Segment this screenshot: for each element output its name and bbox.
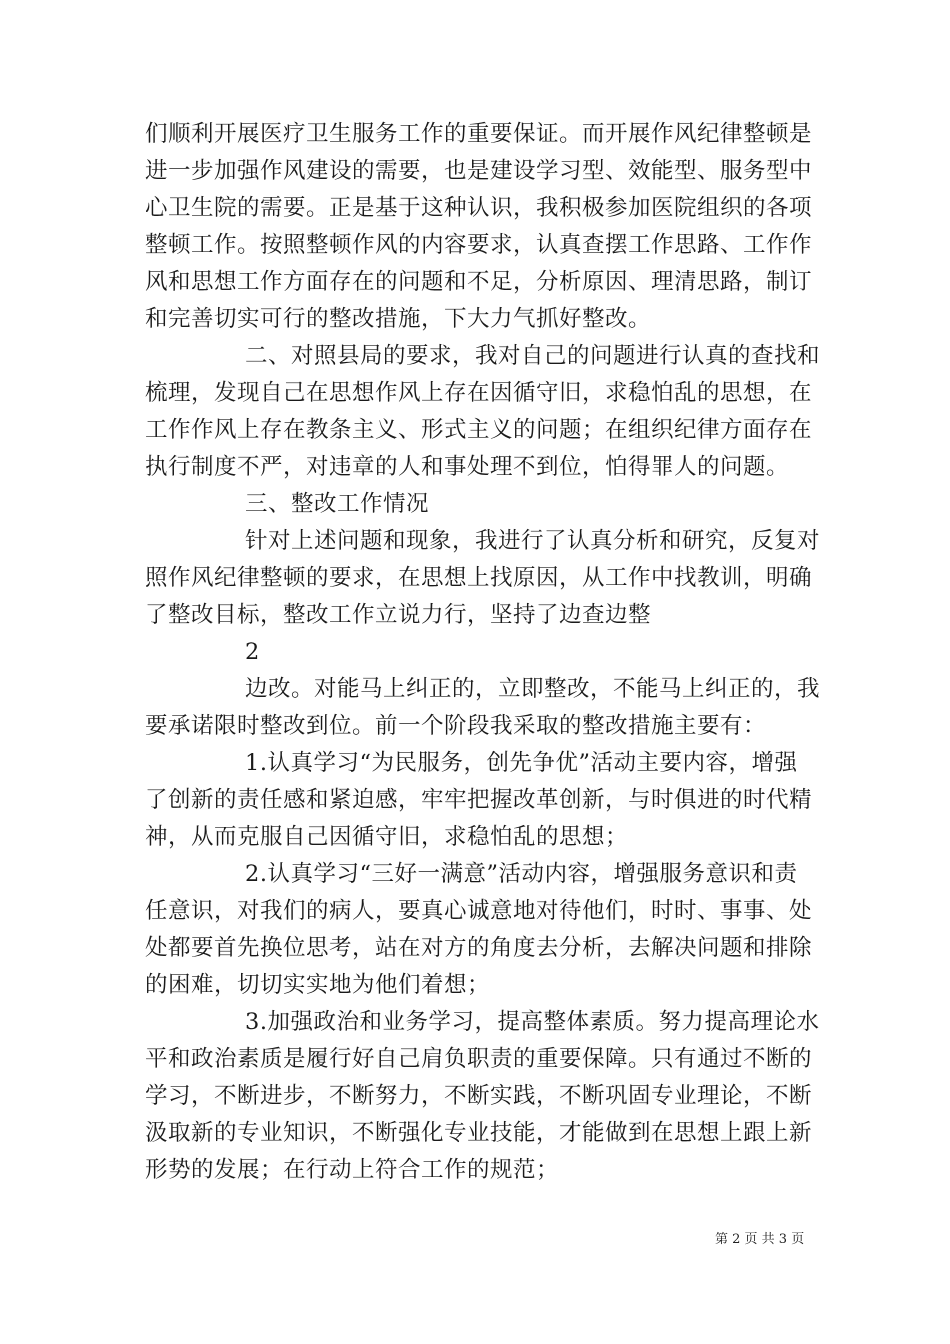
text-line: 进一步加强作风建设的需要，也是建设学习型、效能型、服务型中 <box>145 158 813 184</box>
text-line: 边改。对能马上纠正的，立即整改，不能马上纠正的，我 <box>245 676 821 702</box>
measure-2-line: 2.认真学习“三好一满意”活动内容，增强服务意识和责 <box>245 861 798 887</box>
text-line: 照作风纪律整顿的要求，在思想上找原因，从工作中找教训，明确 <box>145 565 813 591</box>
text-line: 了创新的责任感和紧迫感，牢牢把握改革创新，与时俱进的时代精 <box>145 787 813 813</box>
text-line: 学习，不断进步，不断努力，不断实践，不断巩固专业理论，不断 <box>145 1083 813 1109</box>
text-line: 处都要首先换位思考，站在对方的角度去分析，去解决问题和排除 <box>145 935 813 961</box>
measure-3-line: 3.加强政治和业务学习，提高整体素质。努力提高理论水 <box>245 1009 820 1035</box>
inline-page-number: 2 <box>245 639 260 665</box>
measure-1-line: 1.认真学习“为民服务，创先争优”活动主要内容，增强 <box>245 750 798 776</box>
text-line: 整顿工作。按照整顿作风的内容要求，认真查摆工作思路、工作作 <box>145 232 813 258</box>
text-line: 的困难，切切实实地为他们着想； <box>145 972 491 998</box>
section-2-first-line: 二、对照县局的要求，我对自己的问题进行认真的查找和 <box>245 343 821 369</box>
text-line: 神，从而克服自己因循守旧，求稳怕乱的思想； <box>145 824 629 850</box>
text-line: 执行制度不严，对违章的人和事处理不到位，怕得罪人的问题。 <box>145 454 790 480</box>
text-line: 任意识，对我们的病人，要真心诚意地对待他们，时时、事事、处 <box>145 898 813 924</box>
text-line: 和完善切实可行的整改措施，下大力气抓好整改。 <box>145 306 652 332</box>
section-3-heading: 三、整改工作情况 <box>245 491 430 517</box>
text-line: 们顺利开展医疗卫生服务工作的重要保证。而开展作风纪律整顿是 <box>145 121 813 147</box>
text-line: 工作作风上存在教条主义、形式主义的问题；在组织纪律方面存在 <box>145 417 813 443</box>
text-line: 了整改目标，整改工作立说力行，坚持了边查边整 <box>145 602 652 628</box>
text-line: 汲取新的专业知识，不断强化专业技能，才能做到在思想上跟上新 <box>145 1120 813 1146</box>
text-line: 平和政治素质是履行好自己肩负职责的重要保障。只有通过不断的 <box>145 1046 813 1072</box>
page-footer: 第 2 页 共 3 页 <box>715 1232 805 1247</box>
text-line: 心卫生院的需要。正是基于这种认识，我积极参加医院组织的各项 <box>145 195 813 221</box>
text-line: 针对上述问题和现象，我进行了认真分析和研究，反复对 <box>245 528 821 554</box>
text-line: 梳理，发现自己在思想作风上存在因循守旧，求稳怕乱的思想，在 <box>145 380 813 406</box>
text-line: 形势的发展；在行动上符合工作的规范； <box>145 1157 560 1183</box>
text-line: 要承诺限时整改到位。前一个阶段我采取的整改措施主要有： <box>145 713 767 739</box>
text-line: 风和思想工作方面存在的问题和不足，分析原因、理清思路，制订 <box>145 269 813 295</box>
